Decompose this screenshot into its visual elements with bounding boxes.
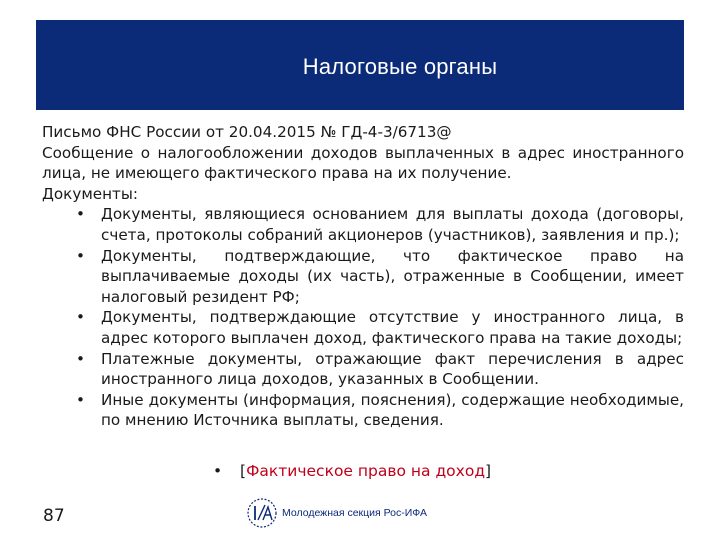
- link-wrapper: [240, 462, 491, 480]
- bullet-icon: •: [76, 246, 85, 265]
- organization-name: Молодежная секция Рос-ИФА: [282, 507, 428, 519]
- ifa-logo-icon: [246, 497, 278, 529]
- bullet-icon: •: [213, 462, 223, 480]
- list-item-text: Документы, являющиеся основанием для выплаты дохода (договоры, счета, протоколы собраний акционеров (участников), заявления и пр.);: [101, 205, 684, 244]
- list-item: [42, 349, 684, 390]
- list-item: [42, 204, 684, 245]
- list-item: [42, 246, 684, 308]
- bullet-icon: •: [76, 349, 85, 368]
- list-item-text: Иные документы (информация, пояснения), содержащие необходимые, по мнению Источника выплаты, сведения.: [101, 390, 684, 430]
- list-item: [42, 390, 684, 431]
- slide-content: [42, 122, 684, 431]
- documents-list: [42, 204, 684, 431]
- list-item: [42, 307, 684, 348]
- documents-heading: Документы:: [42, 184, 139, 203]
- slide-header: [36, 20, 684, 110]
- letter-reference: Письмо ФНС России от 20.04.2015 № ГД-4-3/6713@: [42, 123, 452, 141]
- page-number: 87: [43, 506, 65, 526]
- beneficial-ownership-link[interactable]: Фактическое право на доход: [246, 462, 486, 480]
- slide-title: Налоговые органы: [302, 54, 498, 79]
- close-bracket: ]: [485, 462, 492, 480]
- message-description: Сообщение о налогообложении доходов выплаченных в адрес иностранного лица, не имеющего фактического права на их получение.: [42, 143, 684, 183]
- open-bracket: [: [240, 462, 247, 480]
- bullet-icon: •: [76, 308, 85, 327]
- bullet-icon: •: [76, 390, 85, 409]
- list-item-text: Документы, подтверждающие отсутствие у иностранного лица, в адрес которого выплачен доход, фактического права на такие доходы;: [101, 308, 684, 347]
- bullet-icon: •: [76, 205, 85, 224]
- list-item-text: Платежные документы, отражающие факт перечисления в адрес иностранного лица доходов, указанных в Сообщении.: [101, 349, 684, 389]
- list-item-text: Документы, подтверждающие, что фактическое право на выплачиваемые доходы (их часть), отраженные в Сообщении, имеет налоговый резидент РФ;: [101, 246, 684, 306]
